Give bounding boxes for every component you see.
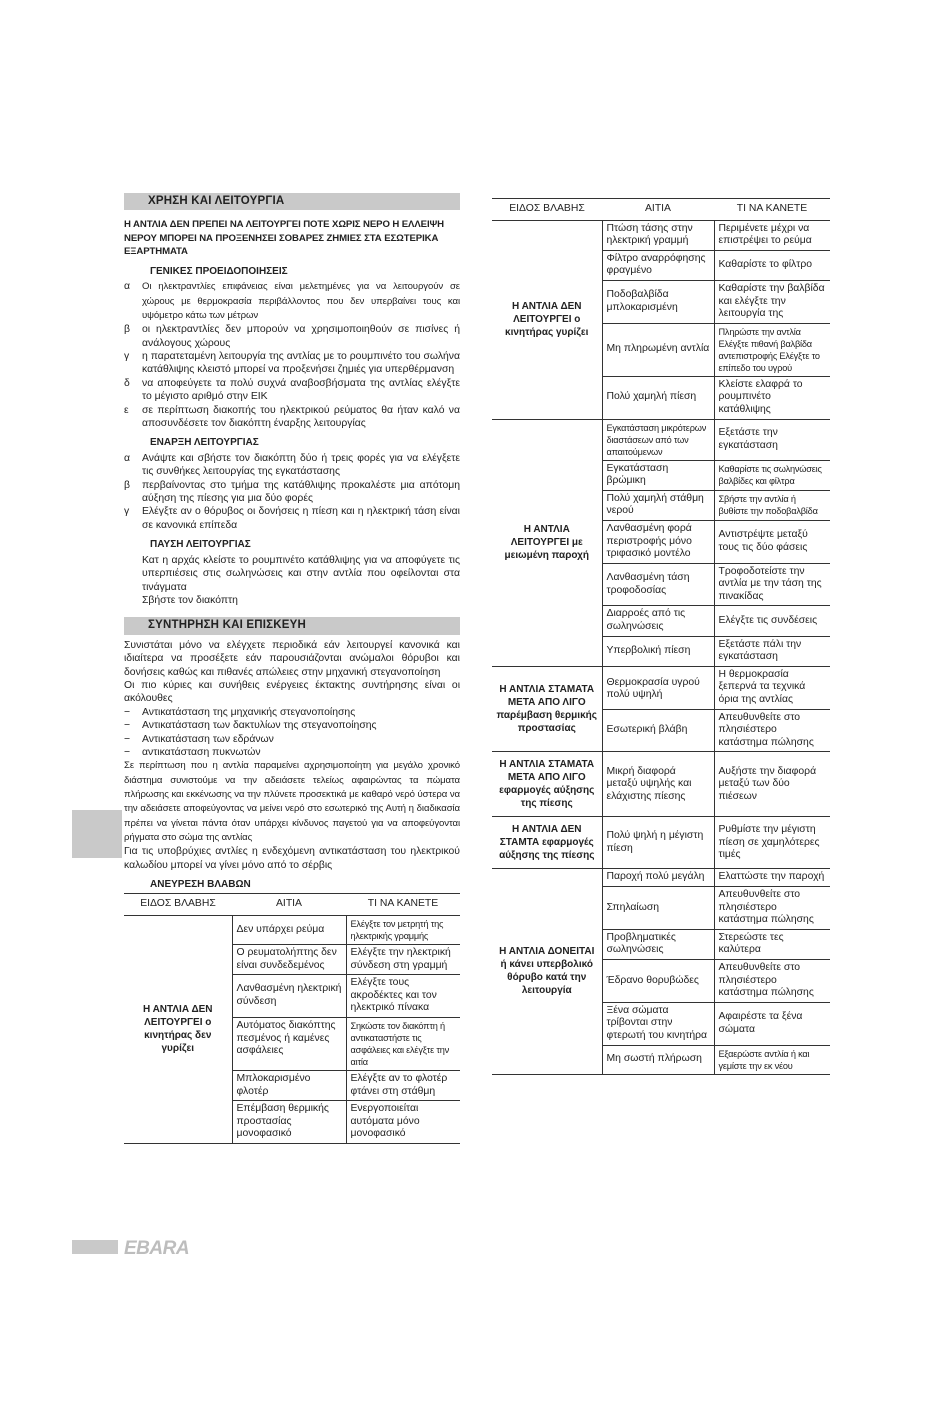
stop-title: ΠΑΥΣΗ ΛΕΙΤΟΥΡΓΙΑΣ <box>150 539 251 551</box>
remedy-cell: Ελέγξτε τον μετρητή της ηλεκτρικής γραμμής <box>346 915 460 944</box>
remedy-cell: Σηκώστε τον διακόπτη ή αντικαταστήστε τις ασφάλειες και ελέγξτε την αιτία <box>346 1017 460 1070</box>
symptom-cell: Η ΑΝΤΛΙΑ ΔΕΝ ΛΕΙΤΟΥΡΓΕΙ ο κινητήρας γυρίζει <box>492 220 602 419</box>
cause-cell: Ποδοβαλβίδα μπλοκαρισμένη <box>602 280 714 323</box>
cause-cell: Λανθασμένη τάση τροφοδοσίας <box>602 563 714 606</box>
cause-cell: Διαρροές από τις σωληνώσεις <box>602 606 714 636</box>
cause-cell: Μπλοκαρισμένο φλοτέρ <box>232 1070 346 1100</box>
symptom-cell: Η ΑΝΤΛΙΑ ΔΕΝ ΛΕΙΤΟΥΡΓΕΙ ο κινητήρας δεν γυρίζει <box>124 915 232 1143</box>
list-item: − Αντικατάσταση των εδράνων <box>124 733 274 745</box>
list-item: − αντικατάσταση πυκνωτών <box>124 746 261 758</box>
cause-cell: Μη πληρωμένη αντλία <box>602 323 714 376</box>
remedy-cell: Αυξήστε την διαφορά μεταξύ των δύο πιέσεων <box>714 752 830 817</box>
remedy-cell: Ρυθμίστε την μέγιστη πίεση σε χαμηλότερες τιμές <box>714 817 830 869</box>
column-header-symptom: ΕΙΔΟΣ ΒΛΑΒΗΣ <box>492 199 602 221</box>
cause-cell: Προβληματικές σωληνώσεις <box>602 929 714 959</box>
cause-cell: Επέμβαση θερμικής προστασίας μονοφασικό <box>232 1101 346 1144</box>
general-warnings-title: ΓΕΝΙΚΕΣ ΠΡΟΕΙΔΟΠΟΙΗΣΕΙΣ <box>150 265 288 277</box>
fault-table-right <box>492 198 830 1075</box>
cause-cell: Σπηλαίωση <box>602 887 714 930</box>
remedy-cell: Η θερμοκρασία ξεπερνά τα τεχνικά όρια της αντλίας <box>714 666 830 709</box>
cause-cell: Εσωτερική βλάβη <box>602 709 714 752</box>
remedy-cell: Πληρώστε την αντλία Ελέγξτε πιθανή βαλβίδα αντεπιστροφής Ελέγξτε το επίπεδο του υγρού <box>714 323 830 376</box>
list-item: δ να αποφεύγετε τα πολύ συχνά αναβοσβήσματα της αντλίας ελέγξτε το μέγιστο αριθμό στην ΕΙΚ <box>124 377 460 403</box>
remedy-cell: Περιμένετε μέχρι να επιστρέψει το ρεύμα <box>714 220 830 250</box>
maintenance-paragraph-2: Οι πιο κύριες και συνήθεις ενέργειες έκτακτης συντήρησης είναι οι ακόλουθες <box>124 679 460 705</box>
fault-finding-title: ΑΝΕΥΡΕΣΗ ΒΛΑΒΩΝ <box>150 878 251 890</box>
section-title-maintenance: ΣΥΝΤΗΡΗΣΗ ΚΑΙ ΕΠΙΣΚΕΥΗ <box>124 617 460 634</box>
maintenance-paragraph-1: Συνιστάται μόνο να ελέγχετε περιοδικά εάν λειτουργεί κανονικά και ιδιαίτερα να προσέξετε εάν παρουσιάζονται ανώμαλοι θόρυβοι και δονήσεις καθώς και πιθανές απώλειες στην μηχανική στεγανοποίηση <box>124 639 460 678</box>
cause-cell: Εγκατάσταση μικρότερων διαστάσεων από των απαιτούμενων <box>602 419 714 460</box>
table-row <box>492 220 830 250</box>
remedy-cell: Αντιστρέψτε μεταξύ τους τις δύο φάσεις <box>714 520 830 563</box>
cause-cell: Πτώση τάσης στην ηλεκτρική γραμμή <box>602 220 714 250</box>
side-tab-marker <box>72 810 122 858</box>
logo-text: EBARA <box>124 1238 190 1257</box>
remedy-cell: Σβήστε την αντλία ή βυθίστε την ποδοβαλβίδα <box>714 490 830 520</box>
right-column <box>492 198 830 1075</box>
remedy-cell: Ελέγξτε τους ακροδέκτες και τον ηλεκτρικό πίνακα <box>346 975 460 1018</box>
cause-cell: Πολύ χαμηλή πίεση <box>602 376 714 419</box>
ebara-logo <box>124 1237 204 1257</box>
remedy-cell: Ελαττώστε την παροχή <box>714 869 830 887</box>
table-row <box>492 666 830 709</box>
remedy-cell: Απευθυνθείτε στο πλησιέστερο κατάστημα πώλησης <box>714 959 830 1002</box>
table-row <box>492 869 830 887</box>
cause-cell: Εγκατάσταση βρώμικη <box>602 460 714 490</box>
start-title: ΕΝΑΡΞΗ ΛΕΙΤΟΥΡΓΙΑΣ <box>150 437 259 449</box>
column-header-cause: ΑΙΤΙΑ <box>602 199 714 221</box>
cause-cell: Λανθασμένη ηλεκτρική σύνδεση <box>232 975 346 1018</box>
cause-cell: Υπερβολική πίεση <box>602 636 714 666</box>
list-item: ε σε περίπτωση διακοπής του ηλεκτρικού ρεύματος θα ήταν καλό να αποσυνδέσετε τον διακόπτη έναρξης λειτουργίας <box>124 404 460 430</box>
symptom-cell: Η ΑΝΤΛΙΑ ΣΤΑΜΑΤΑ ΜΕΤΑ ΑΠΟ ΛΙΓΟ παρέμβαση θερμικής προστασίας <box>492 666 602 752</box>
cause-cell: Μικρή διαφορά μεταξύ υψηλής και ελάχιστης πίεσης <box>602 752 714 817</box>
remedy-cell: Καθαρίστε τις σωληνώσεις βαλβίδες και φίλτρα <box>714 460 830 490</box>
maintenance-list <box>124 706 460 760</box>
remedy-cell: Εξετάστε την εγκατάσταση <box>714 419 830 460</box>
list-item: γ η παρατεταμένη λειτουργία της αντλίας με το ρουμπινέτο του σωλήνα κατάθλιψης κλειστό μπορεί να προξενήσει ζημιές για υπερθέρμανση <box>124 351 460 376</box>
table-row <box>492 419 830 460</box>
start-list <box>124 452 460 532</box>
list-item: − Αντικατάσταση της μηχανικής στεγανοποίησης <box>124 706 356 718</box>
table-row <box>492 752 830 817</box>
table-row <box>492 817 830 869</box>
cause-cell: Δεν υπάρχει ρεύμα <box>232 915 346 944</box>
cause-cell: Αυτόματος διακόπτης πεσμένος ή καμένες ασφάλειες <box>232 1017 346 1070</box>
column-header-symptom: ΕΙΔΟΣ ΒΛΑΒΗΣ <box>124 894 232 916</box>
stop-text: Κατ η αρχάς κλείστε το ρουμπινέτο κατάθλιψης για να αποφύγετε τις υπερπιέσεις στις σωληνώσεις και στην αντλία που οφείλονται στα τινάγματα <box>142 554 460 593</box>
cause-cell: Μη σωστή πλήρωση <box>602 1045 714 1074</box>
cause-cell: Λανθασμένη φορά περιστροφής μόνο τριφασικό μοντέλο <box>602 520 714 563</box>
cause-cell: Πολύ ψηλή η μέγιστη πίεση <box>602 817 714 869</box>
warning-text: Η ΑΝΤΛΙΑ ΔΕΝ ΠΡΕΠΕΙ ΝΑ ΛΕΙΤΟΥΡΓΕΙ ΠΟΤΕ ΧΩΡΙΣ ΝΕΡΟ Η ΕΛΛΕΙΨΗ ΝΕΡΟΥ ΜΠΟΡΕΙ ΝΑ ΠΡΟΞΕΝΗΣΕΙ ΣΟΒΑΡΕΣ ΖΗΜΙΕΣ ΣΤΑ ΕΣΩΤΕΡΙΚΑ ΕΞΑΡΤΗΜΑΤΑ <box>124 219 445 258</box>
cause-cell: Παροχή πολύ μεγάλη <box>602 869 714 887</box>
remedy-cell: Καθαρίστε την βαλβίδα και ελέγξτε την λειτουργία της <box>714 280 830 323</box>
column-header-remedy: ΤΙ ΝΑ ΚΑΝΕΤΕ <box>714 199 830 221</box>
remedy-cell: Απευθυνθείτε στο πλησιέστερο κατάστημα πώλησης <box>714 887 830 930</box>
left-column <box>124 193 460 1144</box>
list-item: β οι ηλεκτραντλίες δεν μπορούν να χρησιμοποιηθούν σε πισίνες ή ανάλογους χώρους <box>124 324 460 349</box>
footer-bar <box>72 1240 118 1254</box>
cause-cell: Έδρανο θορυβώδες <box>602 959 714 1002</box>
section-title-use: ΧΡΗΣΗ ΚΑΙ ΛΕΙΤΟΥΡΓΙΑ <box>124 193 460 210</box>
remedy-cell: Τροφοδοτείστε την αντλία με την τάση της πινακίδας <box>714 563 830 606</box>
remedy-cell: Ελέγξτε τις συνδέσεις <box>714 606 830 636</box>
symptom-cell: Η ΑΝΤΛΙΑ ΛΕΙΤΟΥΡΓΕΙ με μειωμένη παροχή <box>492 419 602 666</box>
symptom-cell: Η ΑΝΤΛΙΑ ΔΕΝ ΣΤΑΜΤΑ εφαρμογές αύξησης της πίεσης <box>492 817 602 869</box>
cause-cell: Φίλτρο αναρρόφησης φραγμένο <box>602 250 714 280</box>
symptom-cell: Η ΑΝΤΛΙΑ ΣΤΑΜΑΤΑ ΜΕΤΑ ΑΠΟ ΛΙΓΟ εφαρμογές αύξησης της πίεσης <box>492 752 602 817</box>
table-header-row <box>492 199 830 221</box>
list-item: β περβαίνοντας στο τμήμα της κατάθλιψης προκαλέστε μια απότομη αύξηση της πίεσης για μια δύο φορές <box>124 479 460 505</box>
remedy-cell: Εξαερώστε αντλία ή και γεμίστε την εκ νέου <box>714 1045 830 1074</box>
stop-text-2: Σβήστε τον διακόπτη <box>142 594 238 606</box>
table-header-row <box>124 894 460 916</box>
maintenance-paragraph-4: Για τις υποβρύχιες αντλίες η ενδεχόμενη αντικατάσταση του ηλεκτρικού καλωδίου μπορεί να γίνει μόνο από το σέρβις <box>124 846 460 871</box>
symptom-cell: Η ΑΝΤΛΙΑ ΔΟΝΕΙΤΑΙ ή κάνει υπερβολικό θόρυβο κατά την λειτουργία <box>492 869 602 1074</box>
remedy-cell: Καθαρίστε το φίλτρο <box>714 250 830 280</box>
list-item: − Αντικατάσταση των δακτυλίων της στεγανοποίησης <box>124 720 377 732</box>
remedy-cell: Ελέγξτε την ηλεκτρική σύνδεση στη γραμμή <box>346 944 460 974</box>
remedy-cell: Κλείστε ελαφρά το ρουμπινέτο κατάθλιψης <box>714 376 830 419</box>
table-row <box>124 915 460 944</box>
list-item: α Ανάψτε και σβήστε τον διακόπτη δύο ή τρεις φορές για να ελέγξετε τις συνθήκες λειτουργίας της εγκατάστασης <box>124 452 460 478</box>
cause-cell: Ξένα σώματα τρίβονται στην φτερωτή του κινητήρα <box>602 1002 714 1045</box>
column-header-cause: ΑΙΤΙΑ <box>232 894 346 916</box>
remedy-cell: Αφαιρέστε τα ξένα σώματα <box>714 1002 830 1045</box>
cause-cell: Ο ρευματολήπτης δεν είναι συνδεδεμένος <box>232 944 346 974</box>
remedy-cell: Ενεργοποιείται αυτόματα μόνο μονοφασικό <box>346 1101 460 1144</box>
fault-table-left <box>124 893 460 1144</box>
list-item: α Οι ηλεκτραντλίες επιφάνειας είναι μελετημένες για να λειτουργούν σε χώρους με θερμοκρασία περιβάλλοντος που δεν υπερβαίνει τους και υψόμετρο κάτω των μέτρων <box>124 281 460 321</box>
remedy-cell: Εξετάστε πάλι την εγκατάσταση <box>714 636 830 666</box>
column-header-remedy: ΤΙ ΝΑ ΚΑΝΕΤΕ <box>346 894 460 916</box>
maintenance-paragraph-3: Σε περίπτωση που η αντλία παραμείνει αχρησιμοποίητη για μεγάλο χρονικό διάστημα συνιστούμε να την αδειάσετε τελείως αφαιρώντας τα πώματα πλήρωσης και εκκένωσης να την πλύνετε προσεκτικά με καθαρό νερό ύστερα να την αδειάσετε αποφεύγοντας να μείνει νερό στο εσωτερικό της Αυτή η διαδικασία πρέπει να γίνεται πάντα όταν υπάρχει κίνδυνος παγετού για να αποφεύγονται ρήγματα στο σώμα της αντλίας <box>124 760 460 843</box>
remedy-cell: Ελέγξτε αν το φλοτέρ φτάνει στη στάθμη <box>346 1070 460 1100</box>
remedy-cell: Στερεώστε τες καλύτερα <box>714 929 830 959</box>
remedy-cell: Απευθυνθείτε στο πλησιέστερο κατάστημα πώλησης <box>714 709 830 752</box>
cause-cell: Θερμοκρασία υγρού πολύ υψηλή <box>602 666 714 709</box>
cause-cell: Πολύ χαμηλή στάθμη νερού <box>602 490 714 520</box>
general-warnings-list <box>124 280 460 430</box>
list-item: γ Ελέγξτε αν ο θόρυβος οι δονήσεις η πίεση και η ηλεκτρική τάση είναι σε κανονικά επίπεδα <box>124 506 460 531</box>
